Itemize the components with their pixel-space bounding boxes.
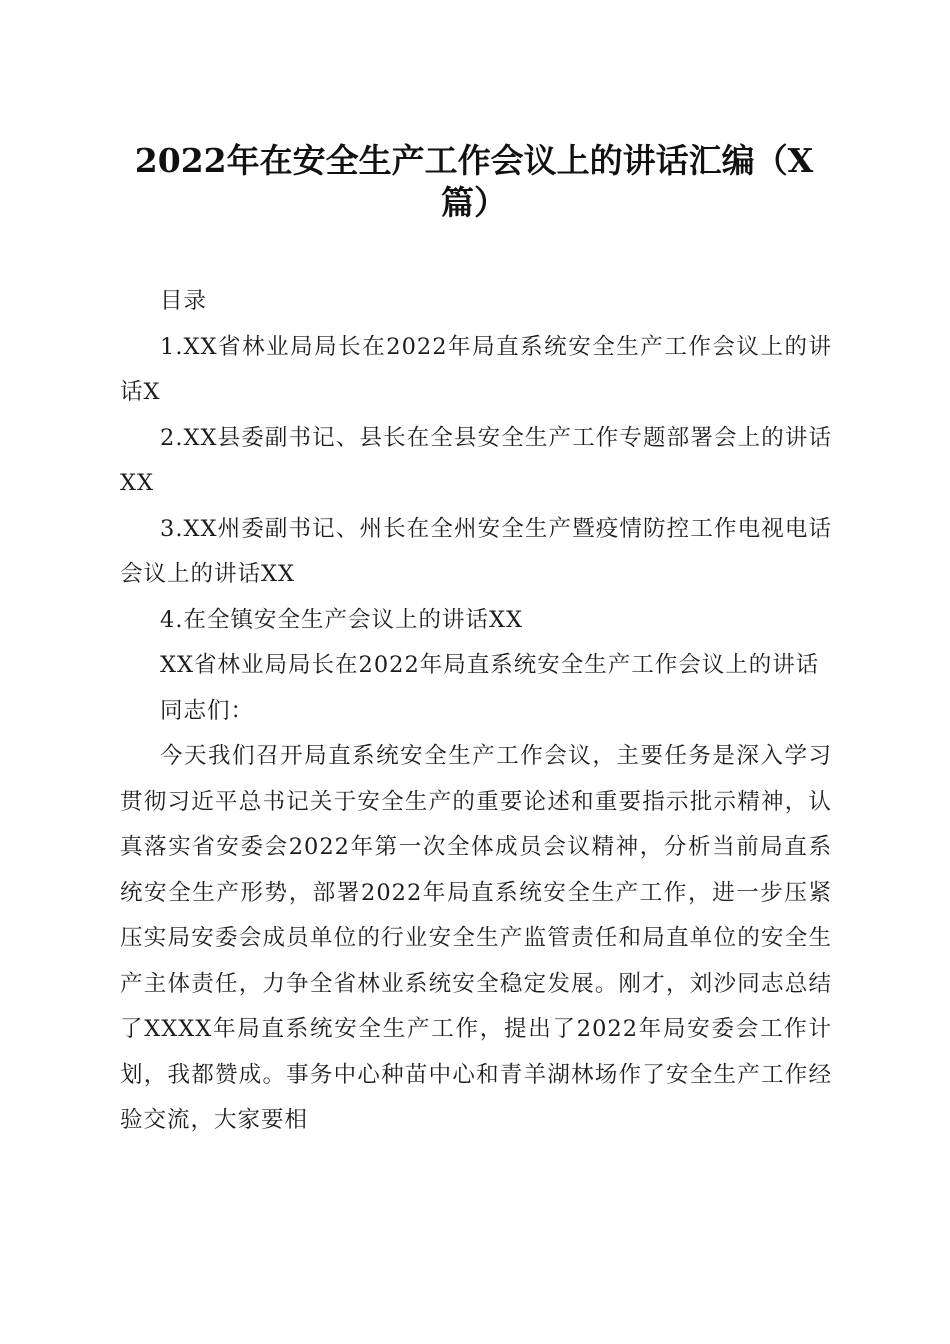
toc-item-2: 2.XX县委副书记、县长在全县安全生产工作专题部署会上的讲话XX — [120, 424, 832, 496]
toc-heading: 目录 — [160, 288, 208, 314]
toc-item-3: 3.XX州委副书记、州长在全州安全生产暨疫情防控工作电视电话会议上的讲话XX — [120, 515, 832, 587]
body-paragraph: 今天我们召开局直系统安全生产工作会议，主要任务是深入学习贯彻习近平总书记关于安全生产的重要论述和重要指示批示精神，认真落实省安委会2022年第一次全体成员会议精神，分析当前局直系统安全生产形势，部署2022年局直系统安全生产工作，进一步压紧压实局安委会成员单位的行业安全生产监管责任和局直单位的安全生产主体责任，力争全省林业系统安全稳定发展。刚才，刘沙同志总结了XXXX年局直系统安全生产工作，提出了2022年局安委会工作计划，我都赞成。事务中心种苗中心和青羊湖林场作了安全生产工作经验交流，大家要相 — [120, 743, 832, 1133]
speech-title: XX省林业局局长在2022年局直系统安全生产工作会议上的讲话 — [160, 652, 820, 678]
toc-item-4: 4.在全镇安全生产会议上的讲话XX — [160, 606, 524, 633]
toc-item-1: 1.XX省林业局局长在2022年局直系统安全生产工作会议上的讲话X — [120, 333, 832, 405]
document-title: 2022年在安全生产工作会议上的讲话汇编（X篇） — [134, 141, 814, 222]
salutation: 同志们： — [160, 697, 255, 724]
document-body — [120, 279, 832, 1144]
